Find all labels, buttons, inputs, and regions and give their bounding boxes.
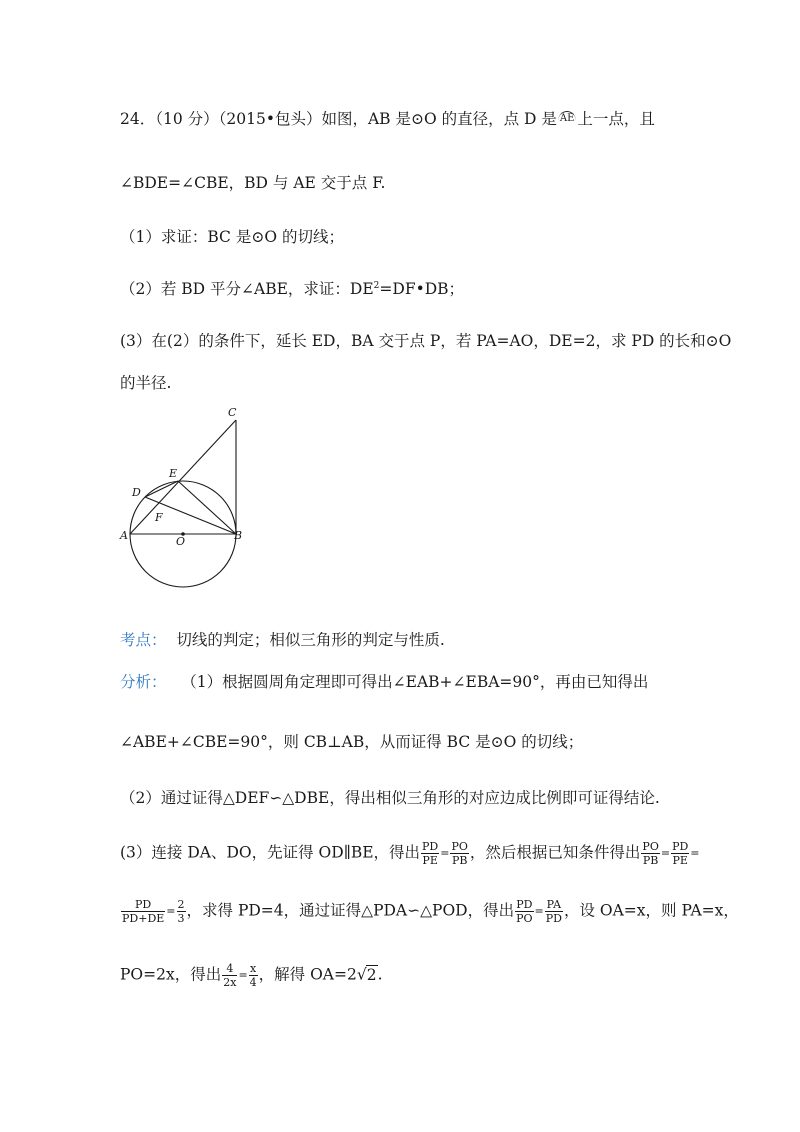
fraction: $\frac{2}{3}$ — [177, 898, 185, 925]
fenxi-step-1: （1）根据圆周角定理即可得出∠EAB+∠EBA=90°，再由已知得出 — [181, 673, 649, 691]
part-2-text: （2）若 BD 平分∠ABE，求证：DE — [120, 280, 374, 298]
fraction: $\frac{PD}{PE}$ — [422, 840, 439, 867]
fraction: $\frac{PA}{PD}$ — [545, 898, 562, 925]
problem-part-3: (3）在(2）的条件下，延长 ED，BA 交于点 P，若 PA=AO，DE=2，求 PD 的长和⊙O — [120, 332, 732, 350]
fenxi-label: 分析： — [120, 673, 167, 691]
line-eb — [178, 481, 236, 534]
fraction: $\frac{PD}{PO}$ — [516, 898, 533, 925]
problem-header-text: 24．（10 分）（2015•包头）如图，AB 是⊙O 的直径，点 D 是 — [120, 110, 557, 128]
label-d: D — [132, 486, 141, 499]
fenxi-line-1 — [120, 672, 648, 692]
fraction: $\frac{x}{4}$ — [249, 962, 257, 989]
line-de — [145, 481, 178, 497]
kaodian-line — [120, 630, 445, 650]
kaodian-text: 切线的判定；相似三角形的判定与性质. — [176, 631, 445, 649]
arc-ae-symbol: AE — [559, 113, 575, 124]
part-2-tail: =DF•DB； — [379, 280, 465, 298]
label-o: O — [176, 535, 186, 548]
geometry-figure — [110, 400, 260, 590]
problem-part-2 — [120, 279, 464, 299]
step-3-text: (3）连接 DA、DO，先证得 OD∥BE，得出 — [120, 843, 421, 862]
fenxi-line-6: PO=2x，得出 $\frac{4}{2x}$ = $\frac{x}{4}$ ，解得 OA=2√2. — [120, 962, 383, 989]
step-3-text-f: ，解得 OA=2 — [258, 965, 357, 984]
fraction: $\frac{PD}{PE}$ — [672, 840, 689, 867]
line-ac — [130, 420, 236, 534]
fenxi-line-3: （2）通过证得△DEF∽△DBE，得出相似三角形的对应边成比例即可证得结论. — [120, 789, 660, 807]
sqrt-value: 2 — [366, 965, 377, 984]
step-3-text-c: ，求得 PD=4，通过证得△PDA∽△POD，得出 — [186, 901, 515, 920]
problem-part-1: （1）求证：BC 是⊙O 的切线； — [120, 228, 344, 246]
problem-header-tail: 上一点，且 — [577, 110, 655, 128]
fenxi-line-2: ∠ABE+∠CBE=90°，则 CB⊥AB，从而证得 BC 是⊙O 的切线； — [120, 733, 584, 751]
step-3-text-d: ，设 OA=x，则 PA=x， — [563, 901, 739, 920]
problem-header — [120, 109, 655, 129]
kaodian-label: 考点： — [120, 631, 167, 649]
fraction: $\frac{PO}{PB}$ — [642, 840, 659, 867]
fraction: $\frac{4}{2x}$ — [223, 962, 237, 989]
label-f: F — [155, 511, 163, 524]
step-3-text-e: PO=2x，得出 — [120, 965, 222, 984]
superscript-2: 2 — [373, 281, 380, 291]
sqrt-symbol: √ — [356, 965, 367, 984]
label-b: B — [234, 529, 243, 542]
fraction: $\frac{PD}{PD+DE}$ — [122, 898, 165, 925]
problem-part-3-cont: 的半径. — [120, 374, 172, 392]
problem-line-2: ∠BDE=∠CBE，BD 与 AE 交于点 F. — [120, 174, 386, 192]
period: . — [377, 965, 383, 984]
label-a: A — [120, 529, 128, 542]
label-e: E — [169, 467, 178, 480]
fraction: $\frac{PO}{PB}$ — [451, 840, 468, 867]
step-3-text-b: ，然后根据已知条件得出 — [469, 843, 641, 862]
label-c: C — [228, 406, 237, 419]
fenxi-line-4: (3）连接 DA、DO，先证得 OD∥BE，得出 $\frac{PD}{PE}$ = $\frac{PO}{PB}$ ，然后根据已知条件得出 $\frac{PO}{PB}$ = $\frac{PD}{PE}$ = — [120, 840, 700, 867]
fenxi-line-5: $\frac{PD}{PD+DE}$ = $\frac{2}{3}$ ，求得 PD=4，通过证得△PDA∽△POD，得出 $\frac{PD}{PO}$ = $\frac{PA}{PD}$ ，设 OA=x，则 PA=x， — [122, 898, 739, 925]
